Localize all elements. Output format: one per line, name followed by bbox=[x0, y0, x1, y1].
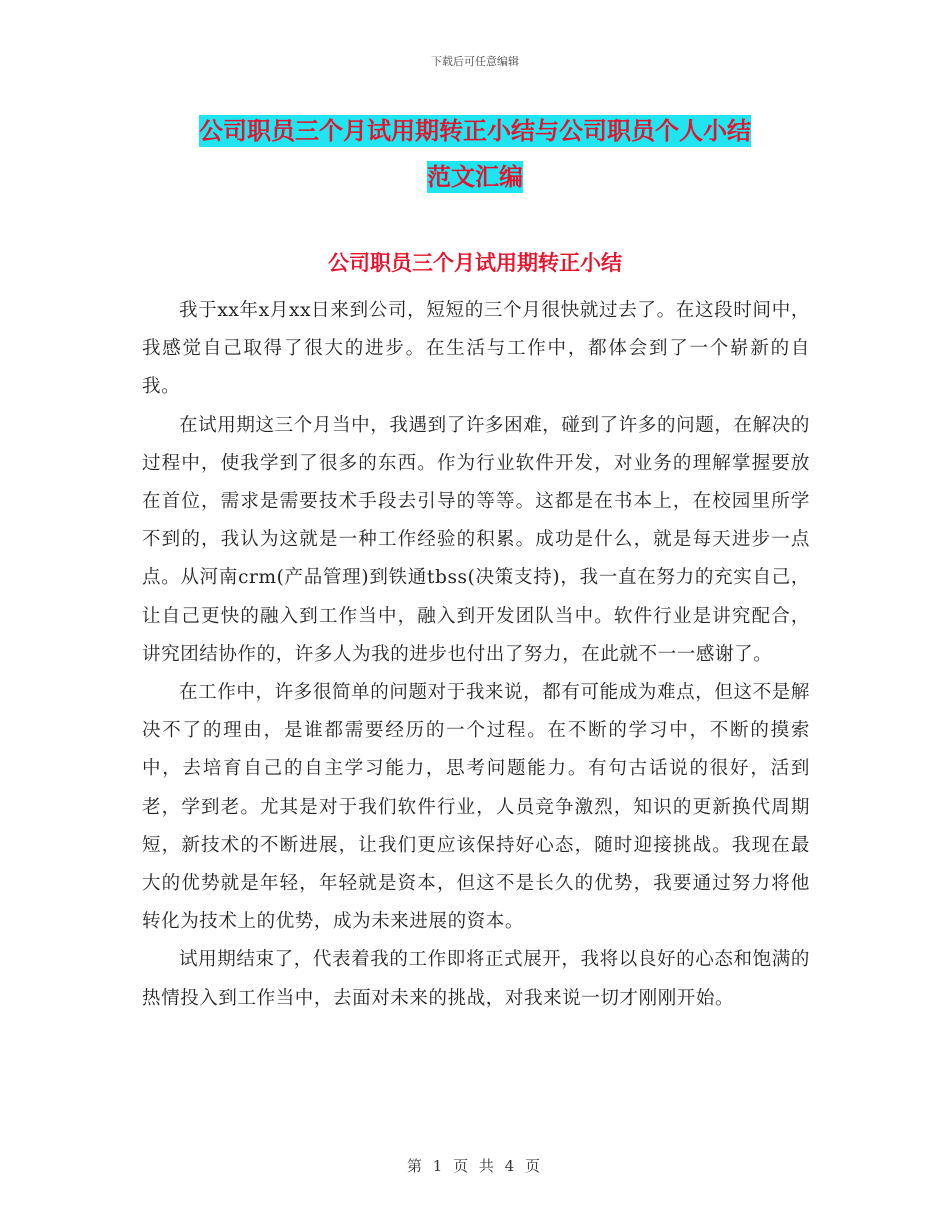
paragraph-1: 我于xx年x月xx日来到公司，短短的三个月很快就过去了。在这段时间中，我感觉自己取得了很大的进步。在生活与工作中，都体会到了一个崭新的自我。 bbox=[142, 300, 810, 398]
document-title-line-2: 范文汇编 bbox=[427, 163, 523, 191]
paragraph-2: 在试用期这三个月当中，我遇到了许多困难，碰到了许多的问题，在解决的过程中，使我学到了很多的东西。作为行业软件开发，对业务的理解掌握要放在首位，需求是需要技术手段去引导的等等。这都是在书本上，在校园里所学不到的，我认为这就是一种工作经验的积累。成功是什么，就是每天进步一点点。从河南crm(产品管理)到铁通tbss(决策支持)，我一直在努力的充实自己，让自己更快的融入到工作当中，融入到开发团队当中。软件行业是讲究配合，讲究团结协作的，许多人为我的进步也付出了努力，在此就不一一感谢了。 bbox=[142, 414, 810, 665]
page-number: 第 1 页 共 4 页 bbox=[407, 1157, 543, 1175]
document-body bbox=[142, 292, 810, 1018]
document-title bbox=[140, 108, 810, 200]
document-title-line-1: 公司职员三个月试用期转正小结与公司职员个人小结 bbox=[199, 117, 751, 145]
paragraph-4: 试用期结束了，代表着我的工作即将正式展开，我将以良好的心态和饱满的热情投入到工作当中，去面对未来的挑战，对我来说一切才刚刚开始。 bbox=[142, 949, 810, 1009]
paragraph-3: 在工作中，许多很简单的问题对于我来说，都有可能成为难点，但这不是解决不了的理由，是谁都需要经历的一个过程。在不断的学习中，不断的摸索中，去培育自己的自主学习能力，思考问题能力。有句古话说的很好，活到老，学到老。尤其是对于我们软件行业，人员竞争激烈，知识的更新换代周期短，新技术的不断进展，让我们更应该保持好心态，随时迎接挑战。我现在最大的优势就是年轻，年轻就是资本，但这不是长久的优势，我要通过努力将他转化为技术上的优势，成为未来进展的资本。 bbox=[142, 682, 810, 933]
section-title: 公司职员三个月试用期转正小结 bbox=[328, 251, 622, 275]
header-note: 下载后可任意编辑 bbox=[431, 55, 519, 68]
